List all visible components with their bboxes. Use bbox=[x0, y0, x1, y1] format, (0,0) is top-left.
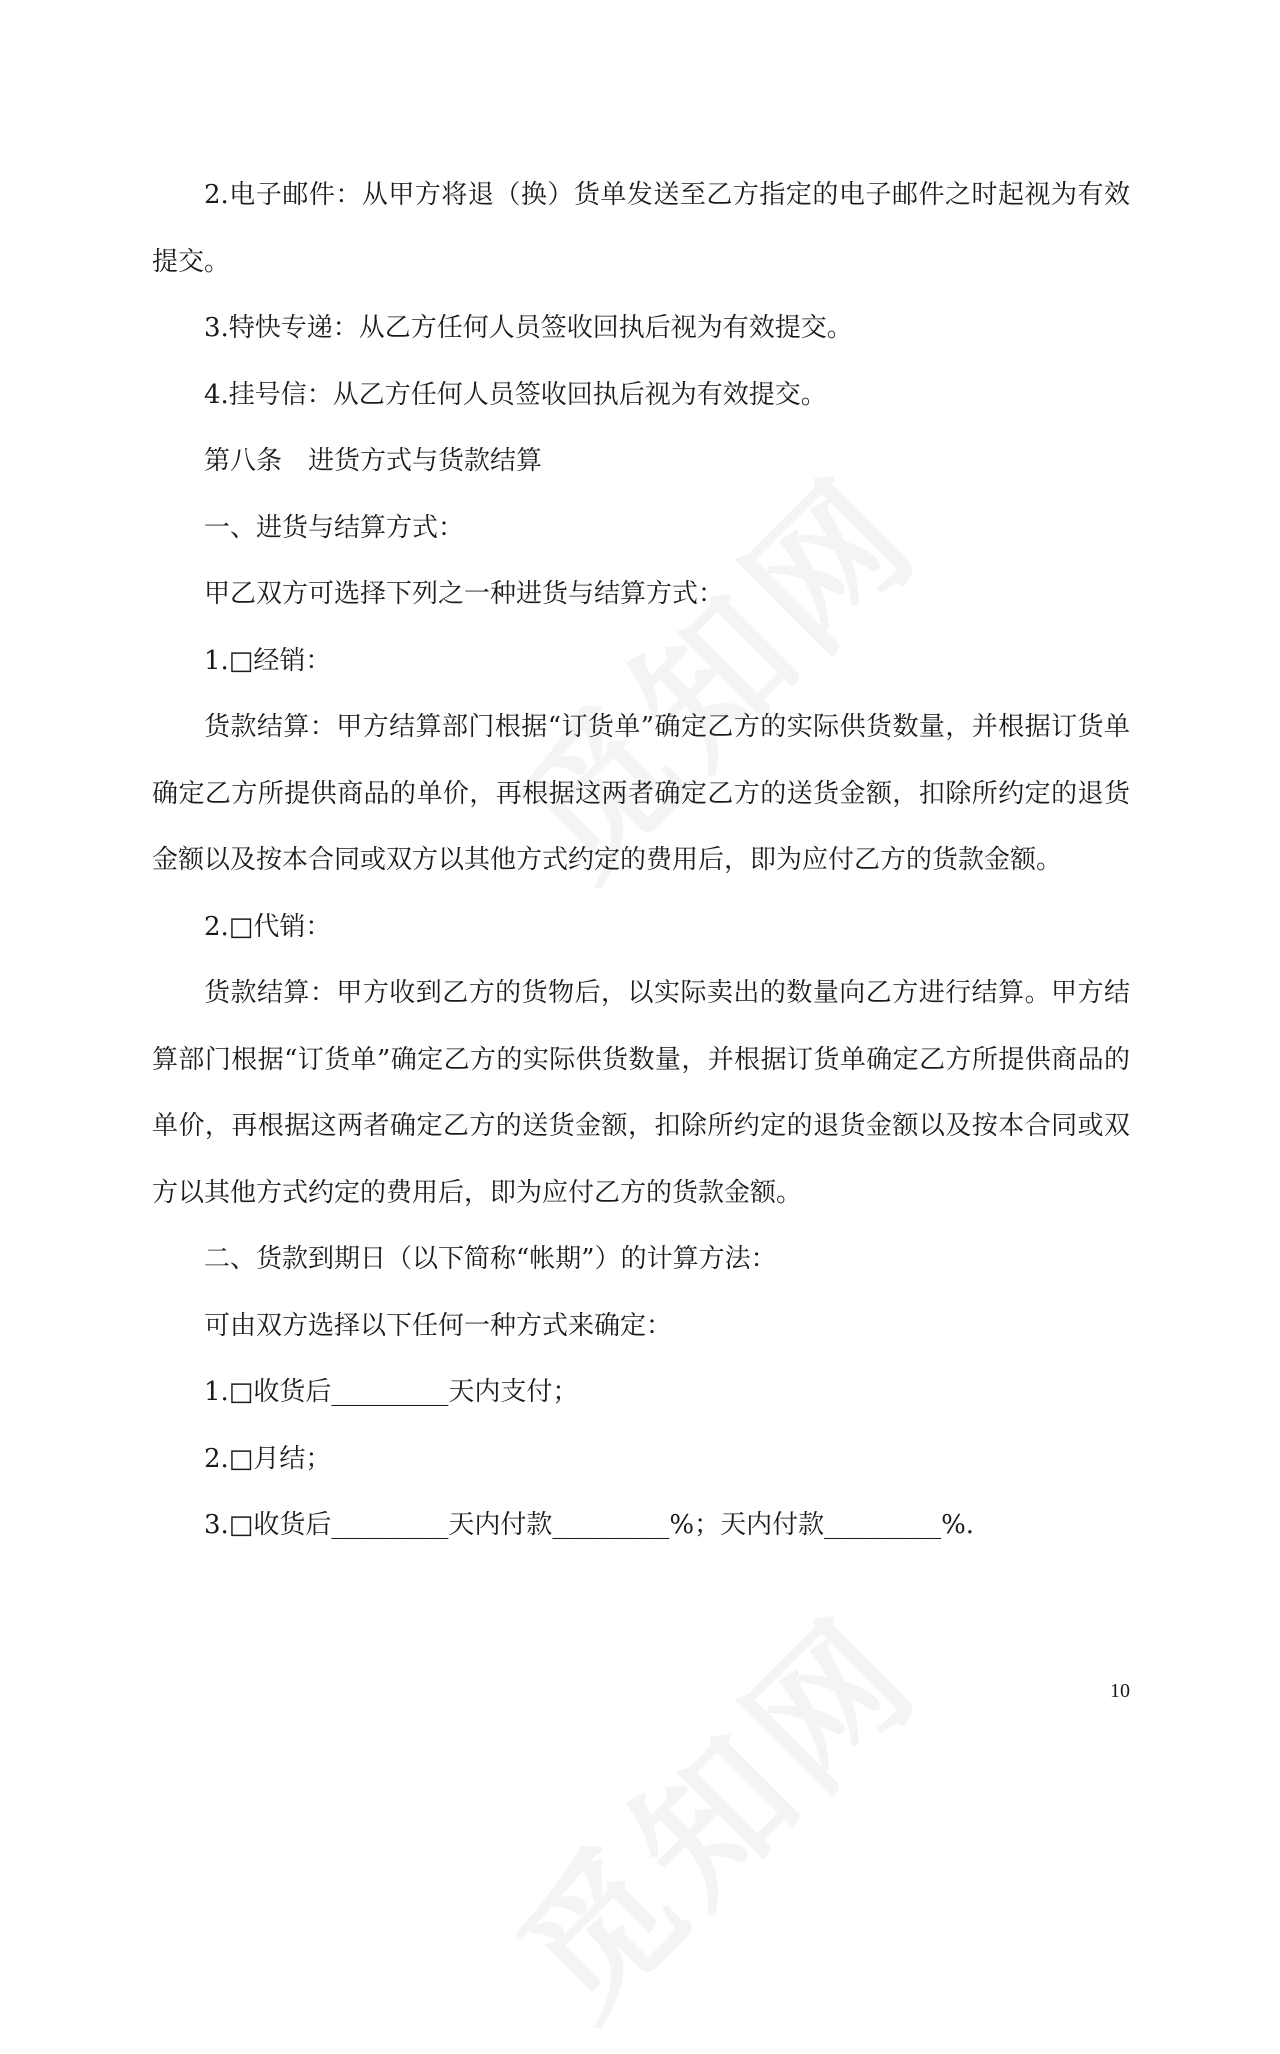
paragraph-consignment-settlement: 货款结算：甲方收到乙方的货物后，以实际卖出的数量向乙方进行结算。甲方结算部门根据“订货单”确定乙方的实际供货数量，并根据订货单确定乙方所提供商品的单价，再根据这两者确定乙方的送货金额，扣除所约定的退货金额以及按本合同或双方以其他方式约定的费用后，即为应付乙方的货款金额。 bbox=[152, 978, 1130, 1208]
section-heading-purchase-settlement: 一、进货与结算方式： bbox=[204, 512, 465, 543]
document-body bbox=[152, 162, 1130, 1559]
option-installment-payment: 3.□收货后_________天内付款_________%；天内付款_________%. bbox=[204, 1510, 975, 1540]
paragraph-registered-mail-submission: 4.挂号信：从乙方任何人员签收回执后视为有效提交。 bbox=[204, 379, 827, 410]
paragraph-express-submission: 3.特快专递：从乙方任何人员签收回执后视为有效提交。 bbox=[204, 313, 853, 343]
paragraph-email-submission: 2.电子邮件：从甲方将退（换）货单发送至乙方指定的电子邮件之时起视为有效提交。 bbox=[152, 180, 1130, 277]
option-monthly-settlement: 2.□月结； bbox=[204, 1443, 332, 1474]
section-heading-payment-term: 二、货款到期日（以下简称“帐期”）的计算方法： bbox=[204, 1244, 777, 1274]
article-heading: 第八条 进货方式与货款结算 bbox=[204, 446, 543, 476]
option-distribution: 1.□经销： bbox=[204, 645, 332, 676]
page-number: 10 bbox=[1110, 1680, 1130, 1702]
option-consignment: 2.□代销： bbox=[204, 911, 332, 942]
paragraph-choose-method: 甲乙双方可选择下列之一种进货与结算方式： bbox=[204, 579, 725, 609]
watermark bbox=[464, 1562, 956, 2054]
paragraph-choose-term: 可由双方选择以下任何一种方式来确定： bbox=[204, 1310, 673, 1341]
option-pay-within-days: 1.□收货后_________天内支付； bbox=[204, 1377, 579, 1407]
paragraph-distribution-settlement: 货款结算：甲方结算部门根据“订货单”确定乙方的实际供货数量，并根据订货单确定乙方所提供商品的单价，再根据这两者确定乙方的送货金额，扣除所约定的退货金额以及按本合同或双方以其他方式约定的费用后，即为应付乙方的货款金额。 bbox=[152, 712, 1130, 875]
